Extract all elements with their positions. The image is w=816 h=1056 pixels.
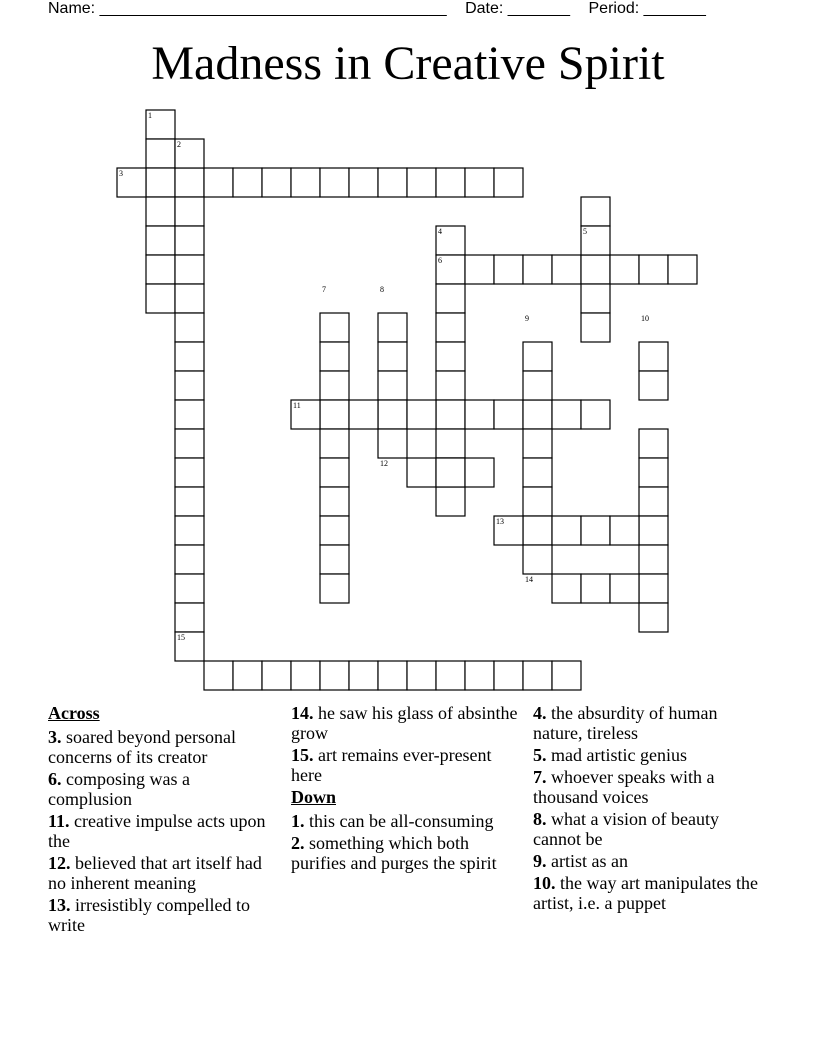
name-field-label[interactable]: Name: _______________________________________ [48,0,447,17]
grid-cell[interactable] [233,168,262,197]
clue-down-2: 2. something which both purifies and purges the spirit [291,833,497,873]
grid-cell[interactable] [320,429,349,458]
grid-cell[interactable] [639,487,668,516]
grid-cell[interactable] [175,429,204,458]
grid-cell[interactable] [523,342,552,371]
grid-cell[interactable] [320,545,349,574]
grid-cell[interactable] [436,371,465,400]
grid-cell[interactable] [146,197,175,226]
grid-cell[interactable] [523,661,552,690]
clues-column-1 [48,703,278,937]
grid-cell[interactable] [175,168,204,197]
grid-cell[interactable] [175,371,204,400]
grid-cell[interactable] [320,400,349,429]
grid-cell[interactable] [291,168,320,197]
grid-cell[interactable] [581,197,610,226]
grid-cell[interactable] [639,255,668,284]
clues-column-3 [533,703,768,915]
grid-cell[interactable] [378,661,407,690]
cell-number: 6 [438,256,442,265]
grid-cell[interactable] [320,168,349,197]
cell-number: 14 [525,575,533,584]
cell-number: 8 [380,285,384,294]
grid-cell[interactable] [523,400,552,429]
grid-cell[interactable] [175,284,204,313]
grid-cell[interactable] [175,458,204,487]
grid-cell[interactable] [146,284,175,313]
cell-number: 7 [322,285,326,294]
grid-cell[interactable] [175,400,204,429]
grid-cell[interactable] [610,516,639,545]
grid-cell[interactable] [175,516,204,545]
grid-cell[interactable] [175,545,204,574]
clue-across-6: 6. composing was a complusion [48,769,190,809]
grid-cell[interactable] [320,516,349,545]
grid-cell[interactable] [175,574,204,603]
grid-cell[interactable] [175,226,204,255]
cell-number: 1 [148,111,152,120]
grid-cell[interactable] [320,661,349,690]
grid-cell[interactable] [552,516,581,545]
grid-cell[interactable] [407,458,436,487]
clue-across-12: 12. believed that art itself had no inherent meaning [48,853,262,893]
clue-down-1: 1. this can be all-consuming [291,811,494,831]
grid-cell[interactable] [146,226,175,255]
grid-cell[interactable] [436,458,465,487]
grid-cell[interactable] [175,313,204,342]
grid-cell[interactable] [552,661,581,690]
grid-cell[interactable] [349,168,378,197]
grid-cell[interactable] [523,458,552,487]
grid-cell[interactable] [378,429,407,458]
cell-number: 13 [496,517,504,526]
grid-cell[interactable] [204,661,233,690]
grid-cell[interactable] [436,168,465,197]
grid-cell[interactable] [378,313,407,342]
grid-cell[interactable] [175,603,204,632]
grid-cell[interactable] [552,400,581,429]
grid-cell[interactable] [552,574,581,603]
grid-cell[interactable] [523,545,552,574]
clue-down-8: 8. what a vision of beauty cannot be [533,809,719,849]
grid-cell[interactable] [436,661,465,690]
grid-cell[interactable] [349,400,378,429]
grid-cell[interactable] [349,661,378,690]
grid-cell[interactable] [407,400,436,429]
cell-number: 2 [177,140,181,149]
grid-cell[interactable] [436,487,465,516]
grid-cell[interactable] [262,661,291,690]
grid-cell[interactable] [233,661,262,690]
grid-cell[interactable] [523,429,552,458]
cell-number: 9 [525,314,529,323]
grid-cell[interactable] [291,661,320,690]
grid-cell[interactable] [407,661,436,690]
grid-cell[interactable] [610,255,639,284]
grid-cell[interactable] [639,574,668,603]
grid-cell[interactable] [581,574,610,603]
grid-cell[interactable] [436,342,465,371]
clue-across-3: 3. soared beyond personal concerns of its creator [48,727,236,767]
grid-cell[interactable] [465,400,494,429]
grid-cell[interactable] [175,487,204,516]
grid-cell[interactable] [175,255,204,284]
grid-cell[interactable] [175,197,204,226]
clues-column-2 [291,703,521,875]
grid-cell[interactable] [204,168,233,197]
cell-number: 11 [293,401,301,410]
grid-cell[interactable] [320,458,349,487]
grid-cell[interactable] [523,487,552,516]
cell-number: 5 [583,227,587,236]
grid-cell[interactable] [523,516,552,545]
grid-cell[interactable] [146,139,175,168]
grid-cell[interactable] [146,255,175,284]
grid-cell[interactable] [378,400,407,429]
grid-cell[interactable] [175,342,204,371]
clue-across-14: 14. he saw his glass of absinthe grow [291,703,518,743]
grid-cell[interactable] [494,661,523,690]
clue-down-10: 10. the way art manipulates the artist, i.e. a puppet [533,873,758,913]
clue-across-11: 11. creative impulse acts upon the [48,811,266,851]
grid-cell[interactable] [378,371,407,400]
grid-cell[interactable] [494,400,523,429]
page-title: Madness in Creative Spirit [151,37,665,90]
grid-cell[interactable] [465,168,494,197]
down-heading: Down [291,787,337,807]
clue-down-9: 9. artist as an [533,851,628,871]
grid-cell[interactable] [639,458,668,487]
grid-cell[interactable] [494,255,523,284]
grid-cell[interactable] [639,429,668,458]
grid-cell[interactable] [320,371,349,400]
grid-cell[interactable] [581,313,610,342]
grid-cell[interactable] [639,371,668,400]
grid-cell[interactable] [610,574,639,603]
clue-across-15: 15. art remains ever-present here [291,745,492,785]
across-heading: Across [48,703,100,723]
cell-number: 15 [177,633,185,642]
grid-cell[interactable] [262,168,291,197]
date-field-label[interactable]: Date: _______ [465,0,571,17]
grid-cell[interactable] [581,255,610,284]
grid-cell[interactable] [581,284,610,313]
clue-down-7: 7. whoever speaks with a thousand voices [533,767,715,807]
period-field-label[interactable]: Period: _______ [588,0,706,17]
grid-cell[interactable] [581,400,610,429]
grid-cell[interactable] [378,168,407,197]
grid-cell[interactable] [465,661,494,690]
grid-cell[interactable] [523,255,552,284]
clue-across-13: 13. irresistibly compelled to write [48,895,250,935]
cell-number: 4 [438,227,442,236]
cell-number: 12 [380,459,388,468]
grid-cell[interactable] [639,545,668,574]
cell-number: 3 [119,169,123,178]
grid-cell[interactable] [436,400,465,429]
grid-cell[interactable] [668,255,697,284]
grid-cell[interactable] [378,342,407,371]
grid-cell[interactable] [436,284,465,313]
cell-number: 10 [641,314,649,323]
clue-down-4: 4. the absurdity of human nature, tireless [533,703,718,743]
grid-cell[interactable] [146,168,175,197]
grid-cell[interactable] [523,371,552,400]
grid-cell[interactable] [436,313,465,342]
grid-cell[interactable] [639,603,668,632]
clue-down-5: 5. mad artistic genius [533,745,687,765]
grid-cell[interactable] [436,429,465,458]
grid-cell[interactable] [320,342,349,371]
grid-cell[interactable] [465,255,494,284]
grid-cell[interactable] [407,168,436,197]
grid-cell[interactable] [639,342,668,371]
grid-cell[interactable] [320,313,349,342]
grid-cell[interactable] [465,458,494,487]
grid-cell[interactable] [320,574,349,603]
grid-cell[interactable] [581,516,610,545]
grid-cell[interactable] [320,487,349,516]
grid-cell[interactable] [494,168,523,197]
grid-cell[interactable] [639,516,668,545]
grid-cell[interactable] [552,255,581,284]
